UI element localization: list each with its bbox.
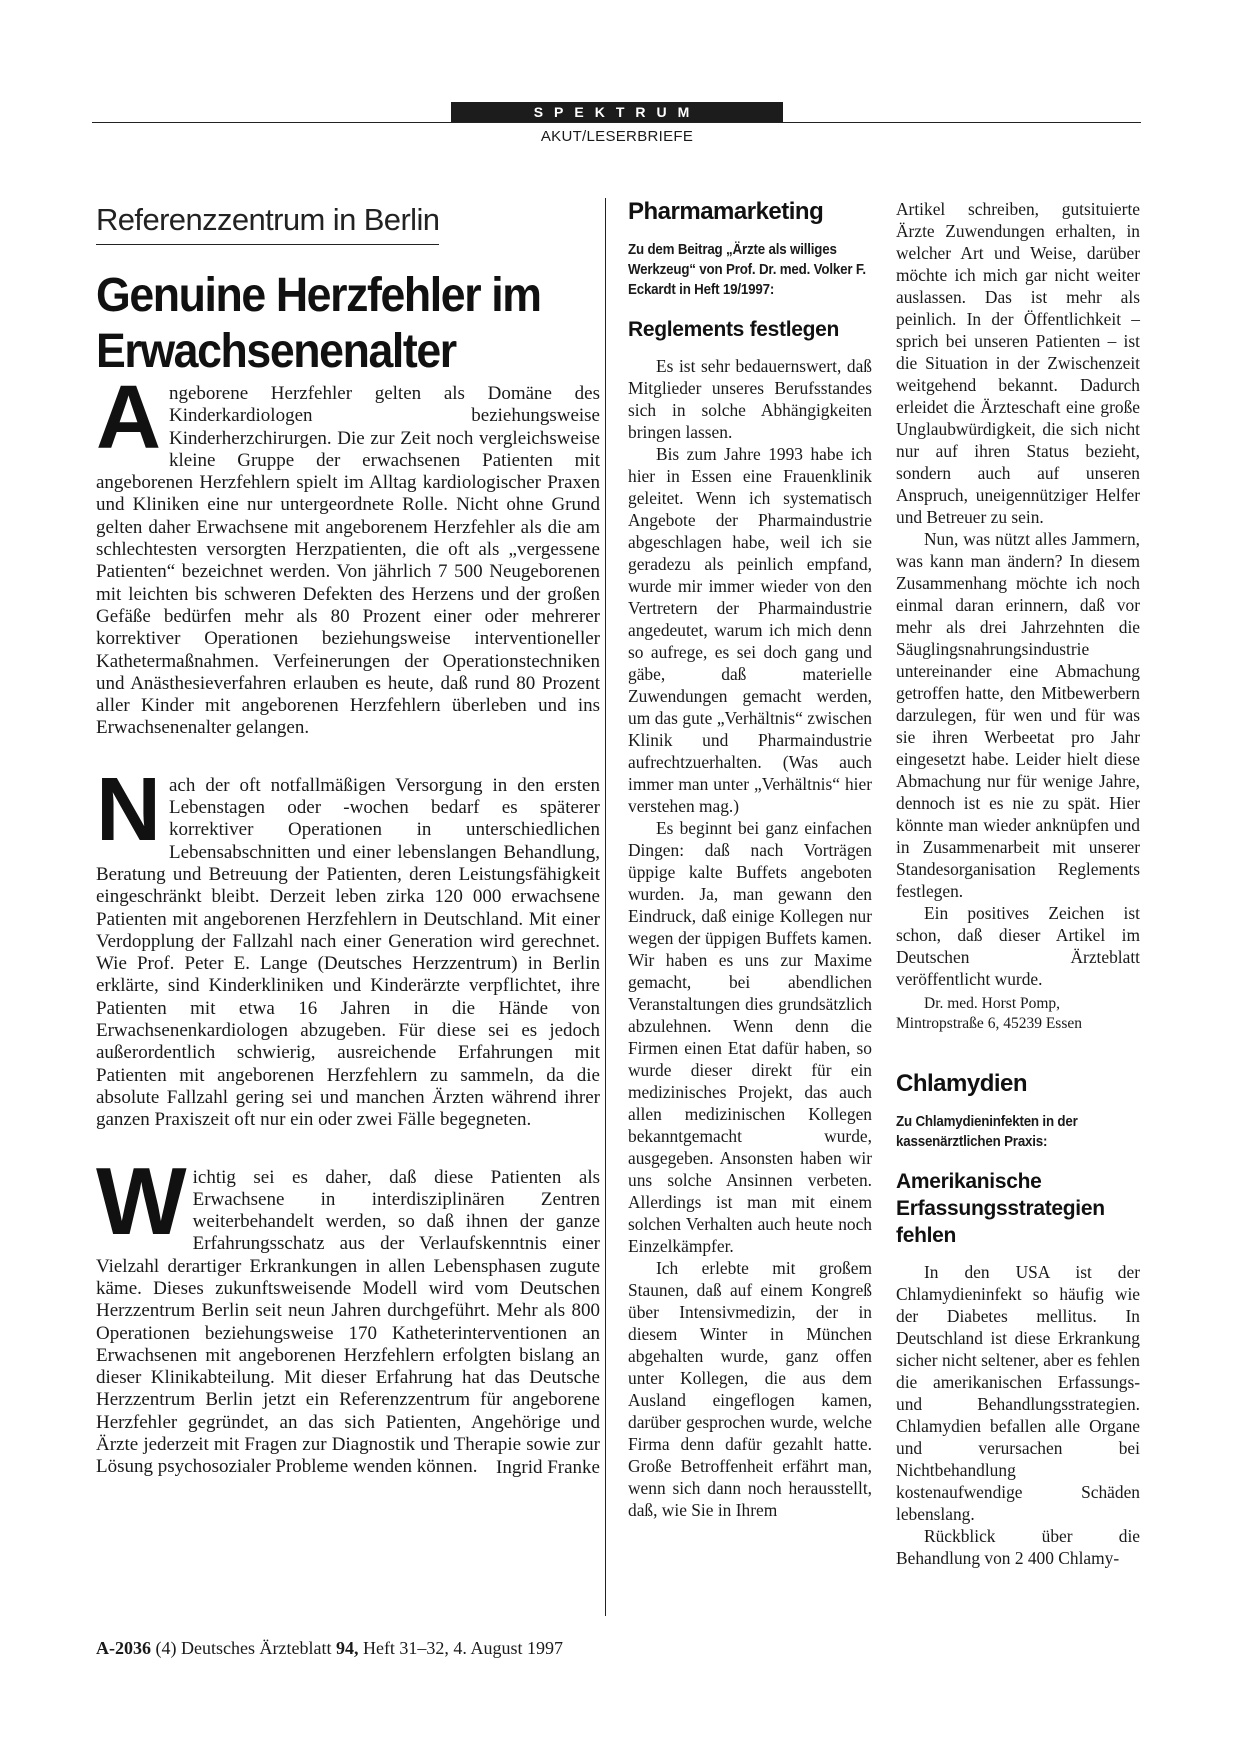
letters-column-2	[628, 198, 872, 1521]
article-paragraph	[96, 759, 600, 1132]
article-headline: Genuine Herzfehler im Erwachsenenalter	[96, 269, 541, 378]
letter-title: Chlamydien	[896, 1070, 1028, 1097]
letter-paragraph: Ein positives Zeichen ist schon, daß dieser Artikel im Deutschen Ärzteblatt veröffentlicht wurde.	[896, 903, 1140, 989]
letter-paragraph: Artikel schreiben, gutsituierte Ärzte Zuwendungen erhalten, in welcher Art und Weise, darüber möchte ich mich gar nicht weiter auslassen. Das ist mehr als peinlich. In der Öffentlichkeit – sprich bei unseren Patienten – ist die Situation in der Zwischenzeit weitgehend bekannt. Dadurch erleidet die Ärzteschaft eine große Unglaubwürdigkeit, die sich nicht nur auf ihren Status bezieht, sondern auch auf unseren Anspruch, uneigennütziger Helfer und Betreuer zu sein.	[896, 199, 1140, 527]
letters-column-3	[896, 198, 1140, 1569]
article-kicker: Referenzzentrum in Berlin	[96, 202, 439, 245]
letter-paragraph: Es ist sehr bedauernswert, daß Mitglieder unseres Berufsstandes sich in solche Abhängigkeiten bringen lassen.	[628, 356, 872, 442]
issue-details: Heft 31–32, 4. August 1997	[362, 1638, 563, 1658]
article-body	[96, 368, 600, 1514]
letter-reference: Zu Chlamydieninfekten in der kassenärztlichen Praxis:	[896, 1114, 1078, 1150]
letter-paragraph: Rückblick über die Behandlung von 2 400 Chlamy-	[896, 1526, 1140, 1568]
journal-name: Deutsches Ärzteblatt	[181, 1638, 332, 1658]
dropcap: N	[96, 759, 161, 860]
paragraph-text: ichtig sei es daher, daß diese Patienten als Erwachsene in interdisziplinären Zentren weiterbehandelt werden, so daß ihnen der ganze Erfahrungsschatz aus der Verlaufskenntnis einer Vielzahl derartiger Erkrankungen in allen Lebensphasen zugute käme. Dieses zukunftsweisende Modell wird vom Deutschen Herzzentrum Berlin seit neun Jahren durchgeführt. Mehr als 800 Operationen beziehungsweise 170 Katheterinterventionen an Erwachsenen mit angeborenen Herzfehlern erfolgten bislang an dieser Klinikabteilung. Mit dieser Erfahrung hat das Deutsche Herzzentrum Berlin jetzt ein Referenzzentrum für angeborene Herzfehler gegründet, an das sich Patienten, Angehörige und Ärzte jederzeit mit Fragen zur Diagnostik und Therapie sowie zur Lösung psychosozialer Probleme wenden können.	[96, 1166, 600, 1478]
letter-author: Dr. med. Horst Pomp, Mintropstraße 6, 45239 Essen	[896, 995, 1082, 1032]
letter-paragraph: Es beginnt bei ganz einfachen Dingen: daß nach Vorträgen üppige kalte Buffets angeboten wurden. Ja, man gewann den Eindruck, daß einige Kollegen nur wegen der üppigen Buffets kamen. Wir haben es uns zur Maxime gemacht, bei abendlichen Veranstaltungen dies grundsätzlich abzulehnen. Wenn denn die Firmen einen Etat dafür haben, so wurde dieser direkt für ein medizinisches Projekt, das auch allen medizinischen Kollegen bekanntgemacht wurde, ausgegeben. Ansonsten haben wir uns solche Ansinnen verbeten. Allerdings ist man mit einem solchen Verhalten auch heute noch Einzelkämpfer.	[628, 818, 872, 1256]
journal-volume: 94,	[335, 1638, 359, 1658]
article-paragraph	[96, 1147, 600, 1479]
subsection-label: AKUT/LESERBRIEFE	[540, 128, 694, 145]
dropcap: W	[96, 1147, 187, 1255]
paragraph-text: ach der oft notfallmäßigen Versorgung in den ersten Lebenstagen oder -wochen bedarf es späterer korrektiver Operationen in unterschiedlichen Lebensabschnitten und einer lebenslangen Behandlung, Beratung und Betreuung der Patienten, deren Leistungsfähigkeit eingeschränkt bleibt. Derzeit leben zirka 120 000 erwachsene Patienten mit angeborenen Herzfehlern in Deutschland. Mit einer Verdopplung der Fallzahl nach einer Generation wird gerechnet. Wie Prof. Peter E. Lange (Deutsches Herzzentrum) in Berlin erklärte, sind Kinderkliniken und Kinderärzte verpflichtet, ihre Patienten mit etwa 16 Jahren in die Hände von Erwachsenenkardiologen abzugeben. Für diese sei es jedoch außerordentlich schwierig, ausreichende Erfahrungen mit Patienten mit angeborenen Herzfehlern zu sammeln, da die absolute Fallzahl gering sei und manchen Ärzten während ihrer ganzen Praxiszeit oft nur ein oder zwei Fälle begegneten.	[96, 774, 600, 1131]
letter-paragraph: Ich erlebte mit großem Staunen, daß auf einem Kongreß über Intensivmedizin, der in diesem Winter in München abgehalten wurde, ganz offen unter Kollegen, die aus dem Ausland eingeflogen kamen, darüber gesprochen wurde, welche Firma denn dafür gezahlt hatte. Große Betroffenheit erfährt man, wenn sich dann noch herausstellt, daß, wie Sie in Ihrem	[628, 1258, 872, 1520]
header-rule	[92, 122, 1141, 123]
article-paragraph	[96, 368, 600, 740]
letter-subtitle: Amerikanische Erfassungsstrategien fehlen	[896, 1170, 1105, 1247]
letter-subtitle: Reglements festlegen	[628, 318, 840, 341]
issue-page: (4)	[155, 1638, 177, 1658]
article-signature: Ingrid Franke	[496, 1456, 600, 1478]
column-divider	[605, 198, 606, 1616]
page-number: A-2036	[96, 1638, 151, 1658]
letter-paragraph: Bis zum Jahre 1993 habe ich hier in Essen eine Frauenklinik geleitet. Wenn ich systematisch Angebote der Pharmaindustrie abgeschlagen habe, weil ich sie geradezu als peinlich empfand, wurde mir immer wieder von den Vertretern der Pharmaindustrie angedeutet, warum ich mich denn so aufrege, es sei doch gang und gäbe, daß materielle Zuwendungen gemacht werden, um das gute „Verhältnis“ zwischen Klinik und Pharmaindustrie aufrechtzuerhalten. (Was auch immer man unter „Verhältnis“ hier verstehen mag.)	[628, 444, 872, 816]
letter-paragraph: Nun, was nützt alles Jammern, was kann man ändern? In diesem Zusammenhang möchte ich noch einmal daran erinnern, daß vor mehr als drei Jahrzehnten die Säuglingsnahrungsindustrie untereinander eine Abmachung getroffen hatte, den Mitbewerbern darzulegen, für wen und für was sie ihren Werbeetat pro Jahr eingesetzt habe. Leider hielt diese Abmachung nur für wenige Jahre, dennoch ist es nie zu spät. Hier könnte man wieder anknüpfen und in Zusammenarbeit mit unserer Standesorganisation Reglements festlegen.	[896, 529, 1140, 901]
dropcap: A	[96, 368, 161, 468]
letter-title: Pharmamarketing	[628, 198, 824, 225]
letter-paragraph: In den USA ist der Chlamydieninfekt so häufig wie der Diabetes mellitus. In Deutschland ist diese Erkrankung sicher nicht seltener, aber es fehlen die amerikanischen Erfassungs- und Behandlungsstrategien. Chlamydien befallen alle Organe und verursachen bei Nichtbehandlung kostenaufwendige Schäden lebenslang.	[896, 1262, 1140, 1524]
page-footer	[96, 1638, 563, 1659]
section-banner: SPEKTRUM	[451, 102, 783, 123]
letter-reference: Zu dem Beitrag „Ärzte als williges Werkzeug“ von Prof. Dr. med. Volker F. Eckardt in Heft 19/1997:	[628, 242, 866, 298]
paragraph-text: ngeborene Herzfehler gelten als Domäne des Kinderkardiologen beziehungsweise Kinderherzchirurgen. Die zur Zeit noch vergleichsweise kleine Gruppe der erwachsenen Patienten mit angeborenen Herzfehlern spielt im Alltag kardiologischer Praxen und Kliniken eine nur untergeordnete Rolle. Nicht ohne Grund gelten daher Erwachsene mit angeborenem Herzfehler als die am schlechtesten versorgten Herzpatienten, die oft als „vergessene Patienten“ bezeichnet werden. Von jährlich 7 500 Neugeborenen mit leichten bis schweren Defekten des Herzens und der großen Gefäße bedürfen mehr als 80 Prozent einer oder mehrerer korrektiver Operationen beziehungsweise interventioneller Kathetermaßnahmen. Verfeinerungen der Operationstechniken und Anästhesieverfahren erlauben es heute, daß rund 80 Prozent aller Kinder mit angeborenen Herzfehlern überleben und ins Erwachsenenalter gelangen.	[96, 383, 600, 739]
